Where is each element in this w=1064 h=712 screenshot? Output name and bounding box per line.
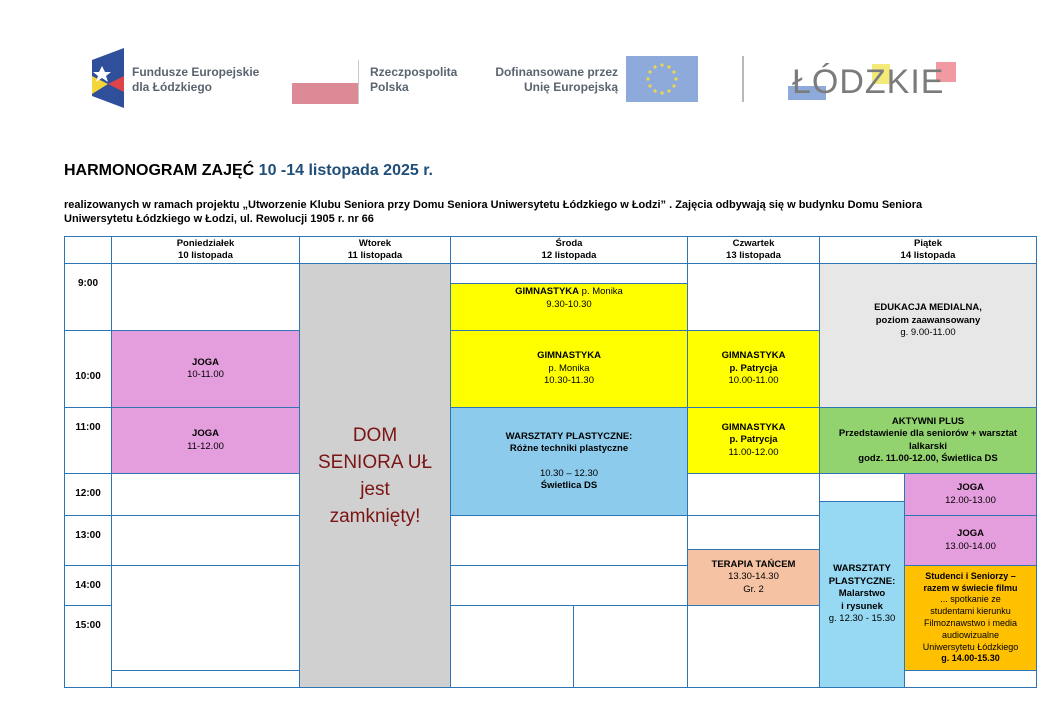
event-time: 10.00-11.00 (728, 375, 779, 387)
wednesday-empty-1500-left (450, 605, 574, 688)
time-label: 14:00 (75, 580, 101, 591)
fe-line-2: dla Łódzkiego (132, 80, 213, 94)
thursday-empty-1300 (687, 515, 820, 550)
title-dates: 10 -14 listopada 2025 r. (258, 162, 433, 179)
monday-joga-1000[interactable] (111, 330, 300, 408)
event-title: JOGA (957, 528, 984, 539)
rp-line-1: Rzeczpospolita (370, 65, 458, 79)
event-subtitle: Różne techniki plastyczne (509, 443, 629, 454)
friday-empty-1200 (819, 473, 905, 502)
event-title: JOGA (192, 428, 219, 439)
event-time: godz. 11.00-12.00, Świetlica DS (858, 453, 998, 464)
closed-line: jest (360, 478, 390, 500)
event-instructor: p. Patrycja (729, 362, 778, 374)
event-group: Gr. 2 (743, 583, 764, 595)
thursday-empty-1200 (687, 473, 820, 516)
event-instructor: p. Monika (579, 286, 623, 297)
time-slot-1400 (64, 565, 112, 606)
wednesday-empty-1400 (450, 565, 688, 606)
day-header-tuesday (299, 236, 451, 264)
thursday-empty-1500 (687, 605, 820, 688)
day-name: Czwartek (732, 238, 775, 249)
wednesday-warsztaty-plastyczne[interactable] (450, 407, 688, 516)
day-date: 13 listopada (726, 250, 781, 261)
rp-line-2: Polska (370, 80, 409, 94)
friday-aktywni-plus[interactable] (819, 407, 1037, 474)
wednesday-empty-0900 (450, 263, 688, 284)
monday-empty-0900 (111, 263, 300, 331)
event-title: TERAPIA TAŃCEM (711, 558, 796, 570)
event-title: AKTYWNI PLUS (891, 415, 965, 427)
event-time: 13.00-14.00 (945, 540, 996, 552)
time-slot-1300 (64, 515, 112, 566)
event-description: ... spotkanie ze (940, 594, 1001, 605)
event-time: 10.30-11.30 (543, 375, 594, 387)
thursday-terapia-tancem[interactable] (687, 549, 820, 606)
monday-empty-1300 (111, 515, 300, 566)
corner-cell (64, 236, 112, 264)
friday-empty-end (904, 670, 1037, 688)
eu-line-2: Unię Europejską (523, 80, 618, 94)
event-time: 10.30 – 12.30 (539, 467, 599, 479)
event-time: 10-11.00 (187, 369, 224, 380)
event-description: lalkarski (908, 440, 948, 452)
event-time: 9.30-10.30 (546, 298, 592, 310)
event-instructor: p. Monika (548, 362, 590, 374)
event-title: GIMNASTYKA (537, 350, 601, 362)
event-time: 11-12.00 (187, 440, 224, 452)
day-header-wednesday (450, 236, 688, 264)
day-date: 11 listopada (347, 250, 403, 261)
time-label: 11:00 (75, 422, 101, 433)
event-title: Studenci i Seniorzy – (925, 570, 1016, 581)
day-header-friday (819, 236, 1037, 264)
event-description: audiowizualne (941, 629, 1000, 640)
wednesday-empty-1300 (450, 515, 688, 566)
closed-line: zamknięty! (329, 505, 421, 527)
monday-joga-1100[interactable] (111, 407, 300, 474)
event-title: WARSZTATY PLASTYCZNE: (505, 430, 633, 442)
thursday-empty-0900 (687, 263, 820, 331)
time-label: 15:00 (75, 620, 101, 631)
closed-line: SENIORA UŁ (317, 451, 433, 473)
event-place: Świetlica DS (540, 480, 598, 491)
lodzkie-logo-text: ŁÓDZKIE (792, 63, 945, 101)
event-description: studentami kierunku (930, 606, 1011, 617)
event-time: g. 9.00-11.00 (900, 327, 956, 338)
event-description: Filmoznawstwo i media (923, 618, 1018, 628)
fe-line-1: Fundusze Europejskie (132, 65, 260, 79)
time-label: 12:00 (75, 488, 101, 499)
event-time: 13.30-14.30 (728, 571, 779, 583)
event-title: GIMNASTYKA (721, 350, 786, 362)
day-name: Poniedziałek (176, 238, 235, 249)
time-slot-1000 (64, 330, 112, 408)
day-header-thursday (687, 236, 820, 264)
time-label: 13:00 (75, 530, 101, 541)
project-description: realizowanych w ramach projektu „Utworzenie Klubu Seniora przy Domu Seniora Uniwersytetu Łódzkiego w Łodzi” . Zajęcia odbywają się w budynku Domu Seniora Uniwersytetu Łódzkiego w Łodzi, ul. Rewolucji 1905 r. nr 66 (64, 199, 923, 225)
thursday-gimnastyka-1000[interactable] (687, 330, 820, 408)
day-date: 14 listopada (900, 250, 956, 261)
thursday-gimnastyka-1100[interactable] (687, 407, 820, 474)
time-label: 9:00 (77, 278, 98, 289)
day-date: 12 listopada (541, 250, 597, 261)
friday-studenci-i-seniorzy[interactable] (904, 565, 1037, 671)
closed-line: DOM (352, 424, 398, 446)
event-subtitle: i rysunek (841, 600, 883, 612)
day-name: Środa (555, 238, 583, 249)
event-time: g. 14.00-15.30 (941, 653, 1000, 664)
event-time: g. 12.30 - 15.30 (828, 613, 896, 625)
eu-line-1: Dofinansowane przez (495, 65, 618, 79)
day-date: 10 listopada (178, 250, 233, 261)
event-title: PLASTYCZNE: (828, 575, 896, 587)
event-subtitle: Malarstwo (838, 588, 886, 600)
time-slot-1200 (64, 473, 112, 516)
friday-edukacja-medialna[interactable] (819, 263, 1037, 408)
day-name: Wtorek (358, 238, 392, 249)
tuesday-closed-block (299, 263, 451, 688)
event-description: Uniwersytetu Łódzkiego (922, 641, 1019, 652)
event-title: WARSZTATY (833, 563, 891, 575)
monday-empty-1200 (111, 473, 300, 516)
friday-joga-1200[interactable] (904, 473, 1037, 516)
title-prefix: HARMONOGRAM ZAJĘĆ (64, 162, 259, 179)
event-time: 11.00-12.00 (728, 446, 779, 458)
event-title: JOGA (192, 356, 219, 368)
friday-warsztaty-malarstwo[interactable] (819, 501, 905, 688)
time-label: 10:00 (75, 370, 101, 382)
day-header-monday (111, 236, 300, 264)
event-title: GIMNASTYKA (515, 286, 580, 297)
time-slot-1100 (64, 407, 112, 474)
wednesday-gimnastyka-0930[interactable] (450, 283, 688, 331)
wednesday-gimnastyka-1030[interactable] (450, 330, 688, 408)
event-description: Przedstawienie dla seniorów + warsztat (838, 428, 1018, 439)
friday-joga-1300[interactable] (904, 515, 1037, 566)
event-time: 12.00-13.00 (945, 494, 996, 506)
event-title: razem w świecie filmu (923, 582, 1018, 593)
time-slot-1500 (64, 605, 112, 688)
event-title: EDUKACJA MEDIALNA, (874, 302, 982, 313)
monday-empty-end (111, 670, 300, 688)
event-title: GIMNASTYKA (721, 421, 786, 433)
event-title: JOGA (957, 482, 984, 493)
day-name: Piątek (914, 238, 942, 249)
monday-empty-1400 (111, 565, 300, 671)
time-slot-0900 (64, 263, 112, 331)
wednesday-empty-1500-right (573, 605, 688, 688)
event-instructor: p. Patrycja (729, 434, 778, 446)
event-level: poziom zaawansowany (875, 314, 981, 326)
